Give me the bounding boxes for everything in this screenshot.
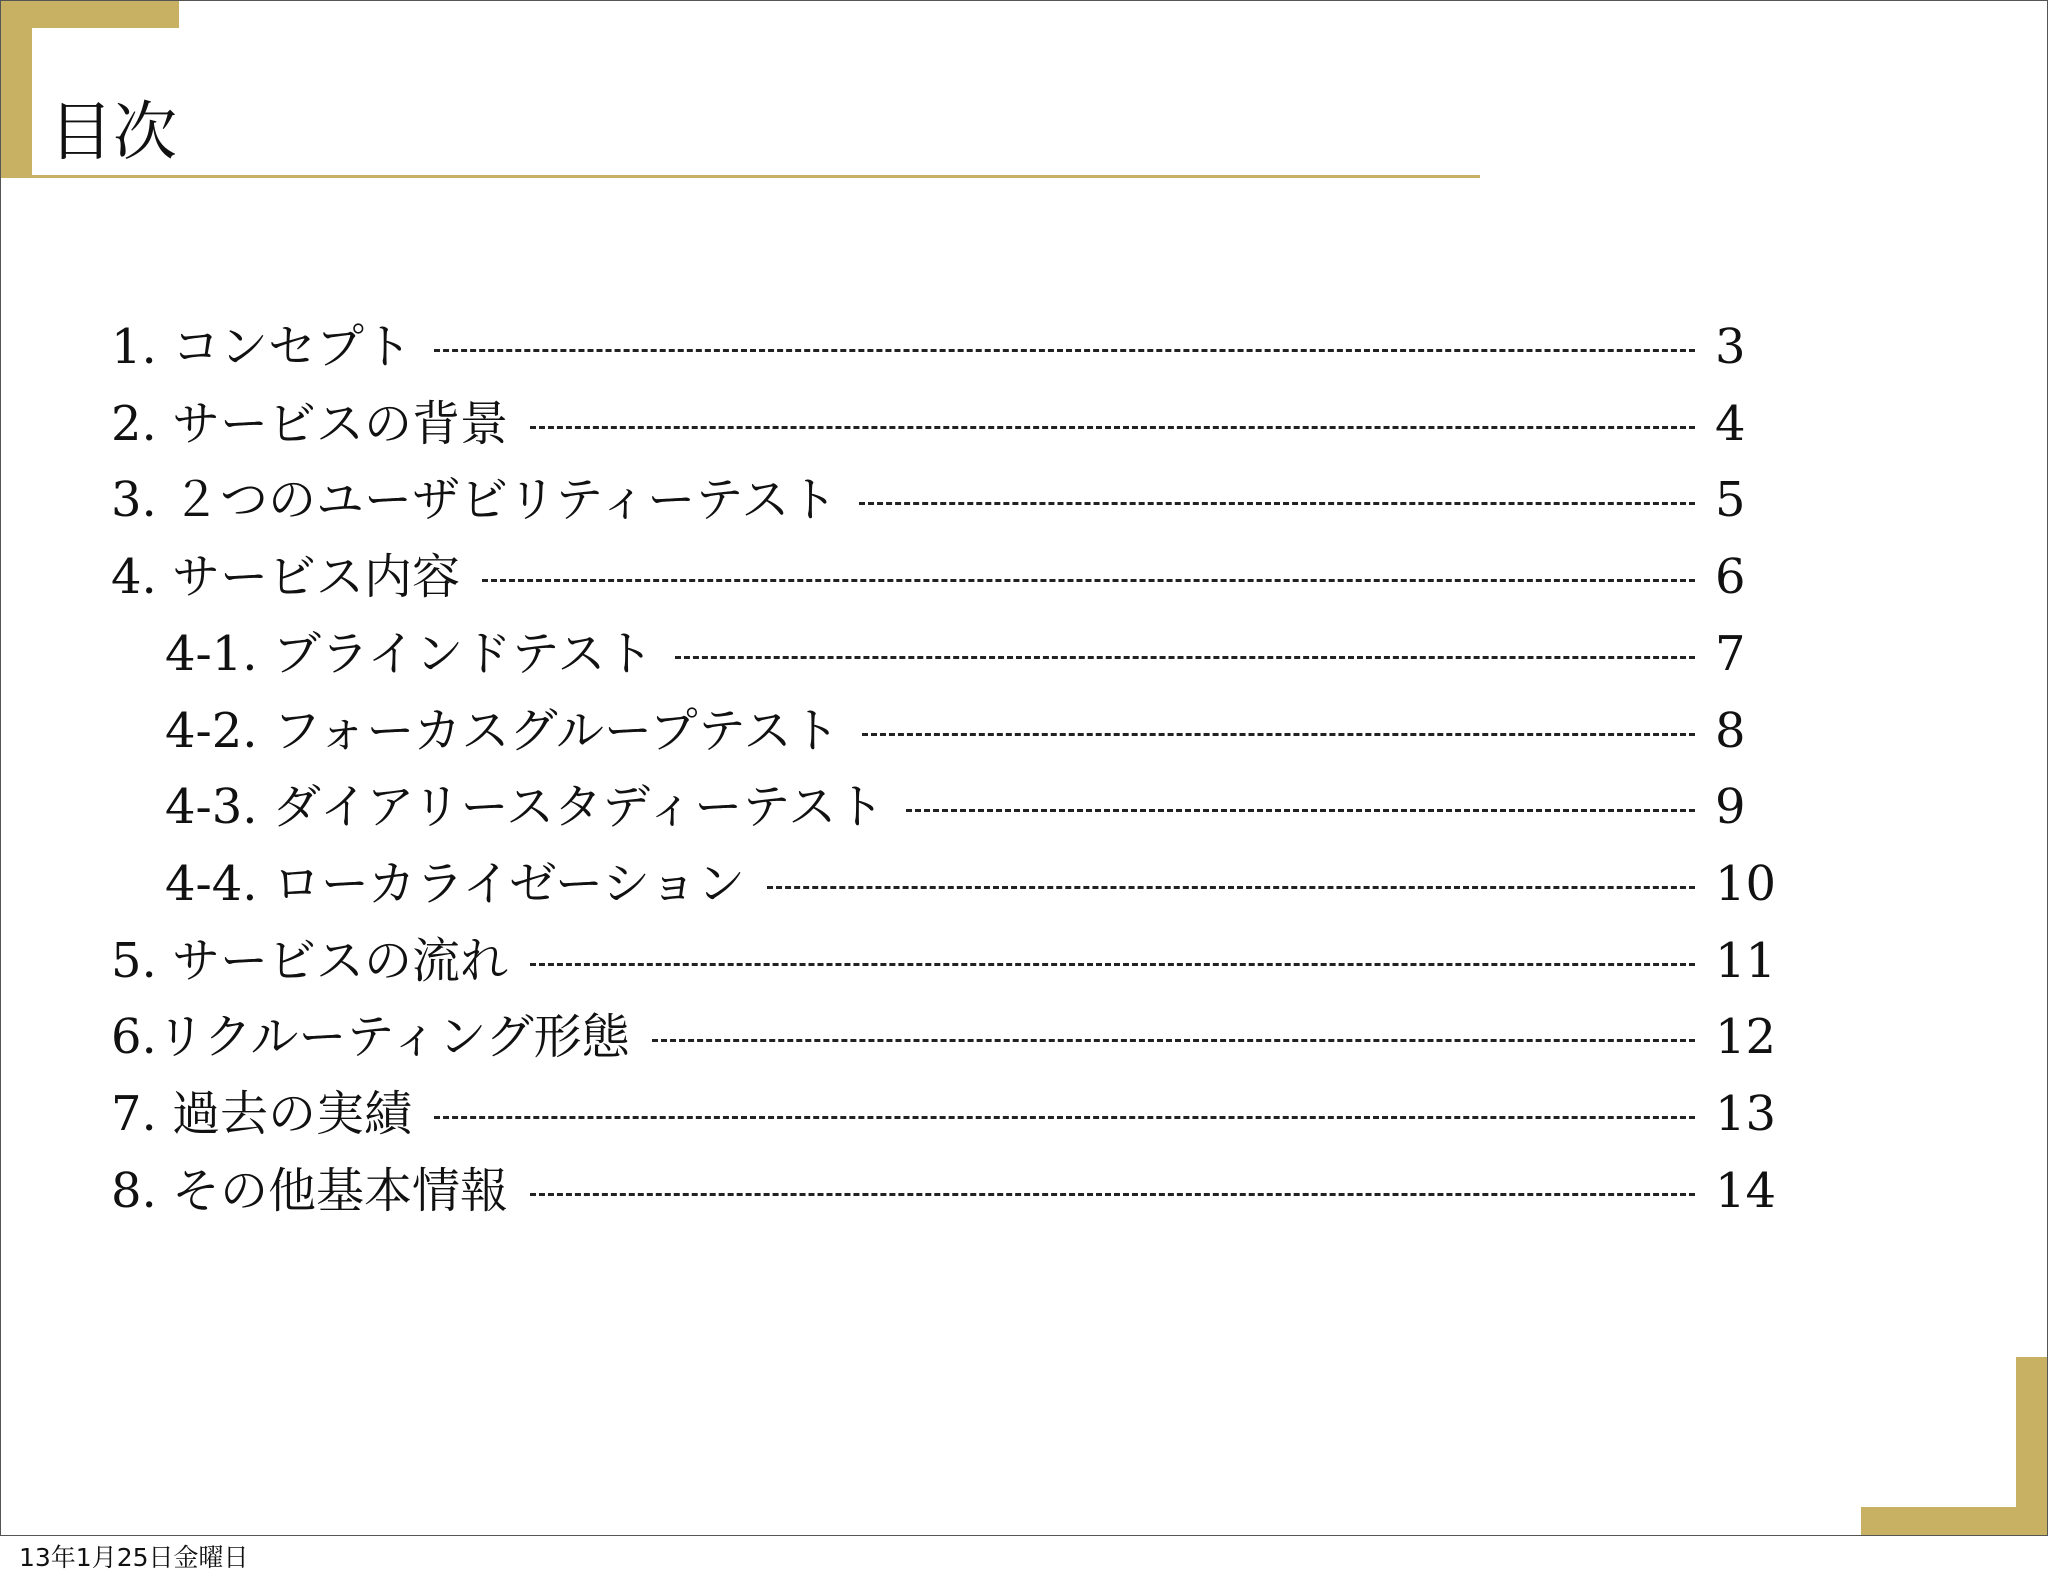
toc-entry-page: 12 xyxy=(1715,1009,1777,1065)
toc-entry-label: 3. ２つのユーザビリティーテスト xyxy=(111,472,838,528)
toc-entry[interactable] xyxy=(111,1084,1775,1144)
toc-entry-label: 1. コンセプト xyxy=(111,319,413,375)
corner-accent-left xyxy=(1,1,32,178)
toc-entry-label: 4-3. ダイアリースタディーテスト xyxy=(165,779,885,835)
toc-entry-label: 5. サービスの流れ xyxy=(111,933,509,989)
toc-leader xyxy=(675,656,1695,659)
toc-entry-page: 11 xyxy=(1715,933,1777,989)
toc-entry-label: 4-1. ブラインドテスト xyxy=(165,626,654,682)
toc-entry[interactable] xyxy=(165,854,1775,914)
toc-leader xyxy=(530,963,1695,966)
toc-entry-label: 6.リクルーティング形態 xyxy=(111,1009,630,1065)
toc-leader xyxy=(862,733,1695,736)
toc-entry-page: 8 xyxy=(1715,703,1746,759)
toc-leader xyxy=(482,579,1695,582)
toc-leader xyxy=(530,426,1695,429)
toc-entry-page: 5 xyxy=(1715,472,1746,528)
title-underline xyxy=(32,175,1480,178)
toc-entry-label: 4-4. ローカライゼーション xyxy=(165,856,746,912)
toc-entry[interactable] xyxy=(111,1161,1775,1221)
toc-leader xyxy=(906,809,1695,812)
toc-leader xyxy=(859,502,1695,505)
toc-leader xyxy=(767,886,1695,889)
toc-entry-label: 4-2. フォーカスグループテスト xyxy=(165,703,840,759)
toc-entry-label: 2. サービスの背景 xyxy=(111,396,509,452)
toc-leader xyxy=(652,1039,1695,1042)
toc-entry[interactable] xyxy=(111,317,1775,377)
toc-entry-page: 7 xyxy=(1715,626,1746,682)
toc-entry[interactable] xyxy=(111,470,1775,530)
toc-entry-page: 3 xyxy=(1715,319,1746,375)
toc-entry-page: 13 xyxy=(1715,1086,1777,1142)
toc-entry[interactable] xyxy=(165,624,1775,684)
toc-entry-page: 10 xyxy=(1715,856,1777,912)
toc-entry[interactable] xyxy=(111,931,1775,991)
page-title: 目次 xyxy=(49,96,177,170)
toc-entry[interactable] xyxy=(165,777,1775,837)
toc-leader xyxy=(530,1193,1695,1196)
toc-entry-label: 7. 過去の実績 xyxy=(111,1086,413,1142)
toc-entry-page: 6 xyxy=(1715,549,1746,605)
toc-entry-label: 8. その他基本情報 xyxy=(111,1163,509,1219)
toc-entry-page: 14 xyxy=(1715,1163,1777,1219)
toc-entry-label: 4. サービス内容 xyxy=(111,549,461,605)
toc-entry[interactable] xyxy=(111,547,1775,607)
toc-leader xyxy=(434,1116,1695,1119)
toc-entry[interactable] xyxy=(111,1007,1775,1067)
toc-entry-page: 4 xyxy=(1715,396,1746,452)
toc-leader xyxy=(434,349,1695,352)
toc-entry-page: 9 xyxy=(1715,779,1746,835)
toc-entry[interactable] xyxy=(111,394,1775,454)
corner-accent-bottom-right xyxy=(1861,1507,2047,1535)
footer-date: 13年1月25日金曜日 xyxy=(19,1543,249,1572)
toc-entry[interactable] xyxy=(165,701,1775,761)
